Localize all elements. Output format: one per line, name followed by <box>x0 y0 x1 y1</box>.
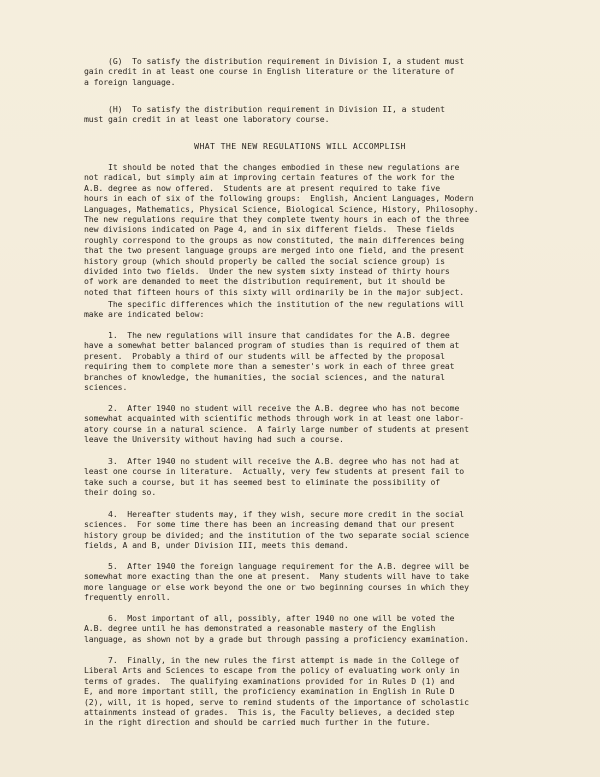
paragraph-specific-differences <box>84 299 520 320</box>
text-line: 3. After 1940 no student will receive the A.B. degree who has not had at <box>84 456 460 466</box>
text-line: branches of knowledge, the humanities, the social sciences, and the natural <box>84 371 445 382</box>
paragraph-g <box>84 56 520 87</box>
paragraph-item-3 <box>84 456 520 498</box>
text-line: Languages, Mathematics, Physical Science, Biological Science, History, Philosophy. <box>84 203 479 214</box>
paragraph-h <box>84 104 520 125</box>
text-line: It should be noted that the changes embodied in these new regulations are <box>84 162 460 172</box>
text-line: have a somewhat better balanced program of studies than is required of them at <box>84 340 460 351</box>
text-line: least one course in literature. Actually, very few students at present fail to <box>84 466 465 477</box>
text-line: history group (which should properly be called the social science group) is <box>84 255 445 266</box>
text-line: somewhat more exacting than the one at present. Many students will have to take <box>84 571 469 582</box>
paragraph-item-4 <box>84 509 520 551</box>
paragraph-item-2 <box>84 403 520 445</box>
text-line: (2), will, it is hoped, serve to remind students of the importance of scholastic <box>84 696 469 707</box>
text-line: hours in each of six of the following groups: English, Ancient Languages, Modern <box>84 193 474 204</box>
text-line: take such a course, but it has seemed best to eliminate the possibility of <box>84 476 441 487</box>
paragraph-item-1 <box>84 330 520 392</box>
text-line: present. Probably a third of our students will be affected by the proposal <box>84 350 445 361</box>
text-line: 4. Hereafter students may, if they wish, secure more credit in the social <box>84 509 465 519</box>
paragraph-item-7 <box>84 655 520 728</box>
text-line: 7. Finally, in the new rules the first attempt is made in the College of <box>84 655 460 665</box>
text-line: E, and more important still, the proficiency examination in English in Rule D <box>84 686 455 697</box>
text-line: attainments instead of grades. This is, the Faculty believes, a decided step <box>84 707 455 718</box>
text-line: The specific differences which the institution of the new regulations will <box>84 299 465 309</box>
paragraph-item-5 <box>84 561 520 603</box>
text-line: frequently enroll. <box>84 592 171 603</box>
text-line: that the two present language groups are merged into one field, and the present <box>84 245 465 256</box>
text-line: language, as shown not by a grade but through passing a proficiency examination. <box>84 633 469 644</box>
section-heading: WHAT THE NEW REGULATIONS WILL ACCOMPLISH <box>194 141 406 151</box>
text-line: The new regulations require that they complete twenty hours in each of the three <box>84 214 469 225</box>
text-line: more language or else work beyond the one or two beginning courses in which they <box>84 581 469 592</box>
text-line: in the right direction and should be carried much further in the future. <box>84 717 431 728</box>
text-line: Liberal Arts and Sciences to escape from the policy of evaluating work only in <box>84 665 460 676</box>
text-line: requiring them to complete more than a semester's work in each of three great <box>84 361 455 372</box>
text-line: gain credit in at least one course in English literature or the literature of <box>84 66 455 77</box>
text-line: sciences. <box>84 382 128 393</box>
paragraph-intro <box>84 162 520 297</box>
text-line: make are indicated below: <box>84 309 205 320</box>
text-line: a foreign language. <box>84 76 176 87</box>
text-line: 6. Most important of all, possibly, after 1940 no one will be voted the <box>84 613 455 623</box>
text-line: (G) To satisfy the distribution requirement in Division I, a student must <box>84 56 465 66</box>
paragraph-item-6 <box>84 613 520 644</box>
text-line: leave the University without having had such a course. <box>84 434 344 445</box>
text-line: roughly correspond to the groups as now constituted, the main differences being <box>84 234 465 245</box>
text-line: 2. After 1940 no student will receive the A.B. degree who has not become <box>84 403 460 413</box>
text-line: their doing so. <box>84 487 157 498</box>
text-line: new divisions indicated on Page 4, and in six different fields. These fields <box>84 224 455 235</box>
text-line: somewhat acquainted with scientific methods through work in at least one labor- <box>84 413 465 424</box>
text-line: noted that fifteen hours of this sixty will ordinarily be in the major subject. <box>84 286 465 297</box>
text-line: fields, A and B, under Division III, meets this demand. <box>84 540 349 551</box>
text-line: (H) To satisfy the distribution requirement in Division II, a student <box>84 104 445 114</box>
text-line: must gain credit in at least one laboratory course. <box>84 114 330 125</box>
text-line: 5. After 1940 the foreign language requirement for the A.B. degree will be <box>84 561 469 571</box>
text-line: atory course in a natural science. A fairly large number of students at present <box>84 423 469 434</box>
text-line: 1. The new regulations will insure that candidates for the A.B. degree <box>84 330 450 340</box>
text-line: sciences. For some time there has been an increasing demand that our present <box>84 519 455 530</box>
text-line: divided into two fields. Under the new system sixty instead of thirty hours <box>84 266 450 277</box>
text-line: not radical, but simply aim at improving certain features of the work for the <box>84 172 455 183</box>
text-line: A.B. degree until he has demonstrated a reasonable mastery of the English <box>84 623 436 634</box>
text-line: of work are demanded to meet the distribution requirement, but it should be <box>84 276 445 287</box>
text-line: A.B. degree as now offered. Students are at present required to take five <box>84 182 441 193</box>
text-line: terms of grades. The qualifying examinations provided for in Rules D (1) and <box>84 675 455 686</box>
text-line: history group be divided; and the institution of the two separate social science <box>84 529 469 540</box>
